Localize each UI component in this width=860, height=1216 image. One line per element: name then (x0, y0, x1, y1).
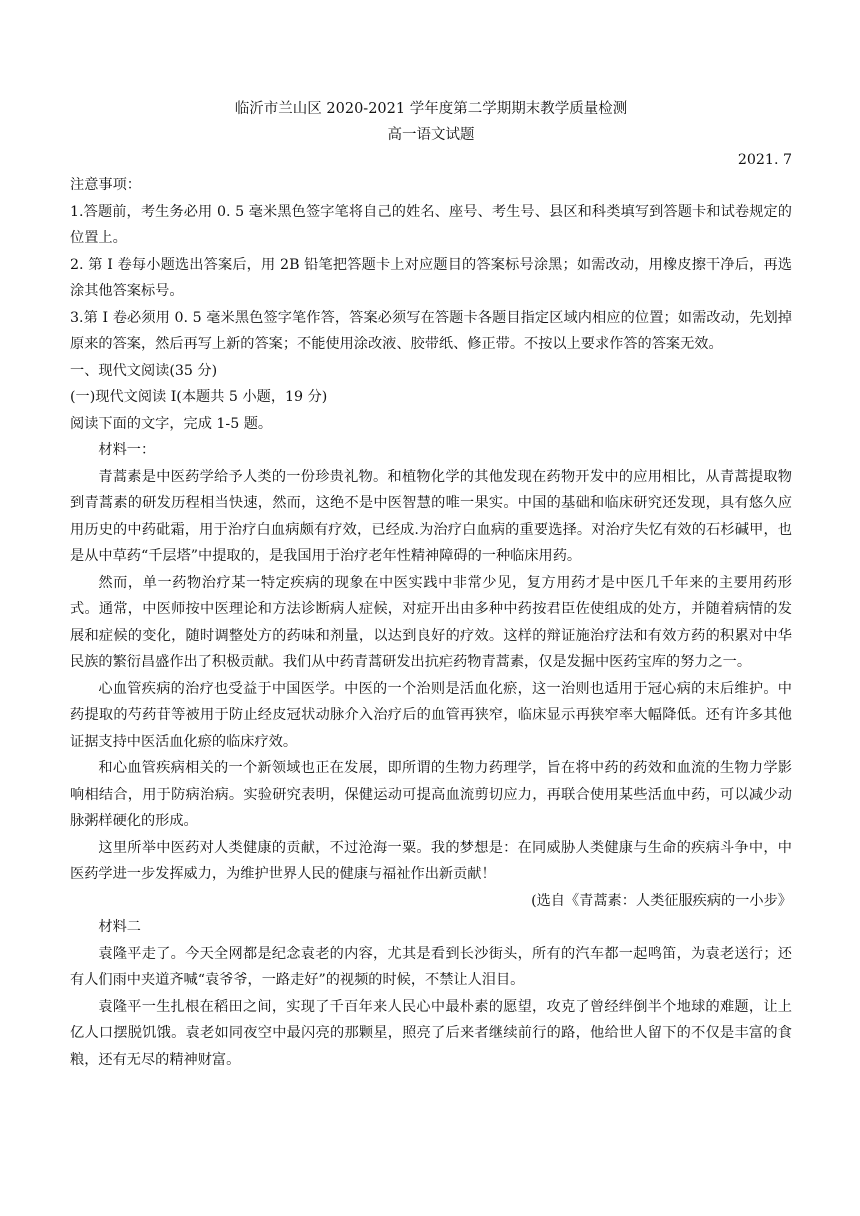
material1-source: (选自《青蒿素：人类征服疾病的一小步》 (531, 892, 792, 909)
section-sub-heading: (一)现代文阅读 I(本题共 5 小题，19 分) (70, 389, 328, 405)
note-item-2: 2. 第 I 卷每小题选出答案后，用 2B 铅笔把答题卡上对应题目的答案标号涂黑；如需改动，用橡皮擦干净后，再选涂其他答案标号。 (70, 256, 792, 299)
notes-heading: 注意事项： (70, 177, 141, 193)
material1-paragraph-3: 心血管疾病的治疗也受益于中国医学。中医的一个治则是活血化瘀，这一治则也适用于冠心病的末后维护。中药提取的芍药苷等被用于防止经皮冠状动脉介入治疗后的血管再狭窄，临床显示再狭窄率大幅降低。还有许多其他证据支持中医活血化瘀的临床疗效。 (70, 680, 792, 750)
material1-paragraph-4: 和心血管疾病相关的一个新领域也正在发展，即所谓的生物力药理学，旨在将中药的药效和血流的生物力学影响相结合，用于防病治病。实验研究表明，保健运动可提高血流剪切应力，再联合使用某些活血中药，可以减少动脉粥样硬化的形成。 (70, 760, 792, 829)
material1-label: 材料一： (98, 442, 156, 458)
exam-subtitle: 高一语文试题 (387, 127, 475, 143)
document-body (70, 96, 792, 1073)
material1-paragraph-1: 青蒿素是中医药学给予人类的一份珍贵礼物。和植物化学的其他发现在药物开发中的应用相比，从青蒿提取物到青蒿素的研发历程相当快速，然而，这绝不是中医智慧的唯一果实。中国的基础和临床研究还发现，具有悠久应用历史的中药砒霜，用于治疗白血病颇有疗效，已经成.为治疗白血病的重要选择。对治疗失忆有效的石杉碱甲，也是从中草药“千层塔”中提取的，是我国用于治疗老年性精神障碍的一种临床用药。 (70, 468, 792, 564)
section-instruction: 阅读下面的文字，完成 1-5 题。 (70, 415, 273, 432)
exam-title: 临沂市兰山区 2020-2021 学年度第二学期期末教学质量检测 (234, 101, 628, 117)
material1-paragraph-5: 这里所举中医药对人类健康的贡献，不过沧海一粟。我的梦想是：在同威胁人类健康与生命的疾病斗争中，中医药学进一步发挥威力，为维护世界人民的健康与福祉作出新贡献！ (70, 839, 792, 882)
note-item-3: 3.第 I 卷必须用 0. 5 毫米黑色签字笔作答，答案必须写在答题卡各题目指定区域内相应的位置；如需改动，先划掉原来的答案，然后再写上新的答案；不能使用涂改液、胶带纸、修正带。不按以上要求作答的答案无效。 (70, 309, 792, 352)
material2-paragraph-2: 袁隆平一生扎根在稻田之间，实现了千百年来人民心中最朴素的愿望，攻克了曾经绊倒半个地球的难题，让上亿人口摆脱饥饿。袁老如同夜空中最闪亮的那颗星，照亮了后来者继续前行的路，他给世人留下的不仅是丰富的食粮，还有无尽的精神财富。 (70, 998, 792, 1068)
section-heading: 一、现代文阅读(35 分) (70, 362, 218, 379)
material1-paragraph-2: 然而，单一药物治疗某一特定疾病的现象在中医实践中非常少见，复方用药才是中医几千年来的主要用药形式。通常，中医师按中医理论和方法诊断病人症候，对症开出由多种中药按君臣佐使组成的处方，并随着病情的发展和症候的变化，随时调整处方的药味和剂量，以达到良好的疗效。这样的辩证施治疗法和有效方药的积累对中华民族的繁衍昌盛作出了积极贡献。我们从中药青蒿研发出抗疟药物青蒿素，仅是发掘中医药宝库的努力之一。 (70, 574, 792, 670)
note-item-1: 1.答题前，考生务必用 0. 5 毫米黑色签字笔将自己的姓名、座号、考生号、县区和科类填写到答题卡和试卷规定的位置上。 (70, 203, 792, 246)
exam-date: 2021. 7 (737, 152, 792, 168)
material2-label: 材料二 (98, 919, 141, 935)
material2-paragraph-1: 袁隆平走了。今天全网都是纪念袁老的内容，尤其是看到长沙街头，所有的汽车都一起鸣笛，为袁老送行；还有人们雨中夹道齐喊“袁爷爷，一路走好”的视频的时候，不禁让人泪目。 (70, 945, 792, 988)
